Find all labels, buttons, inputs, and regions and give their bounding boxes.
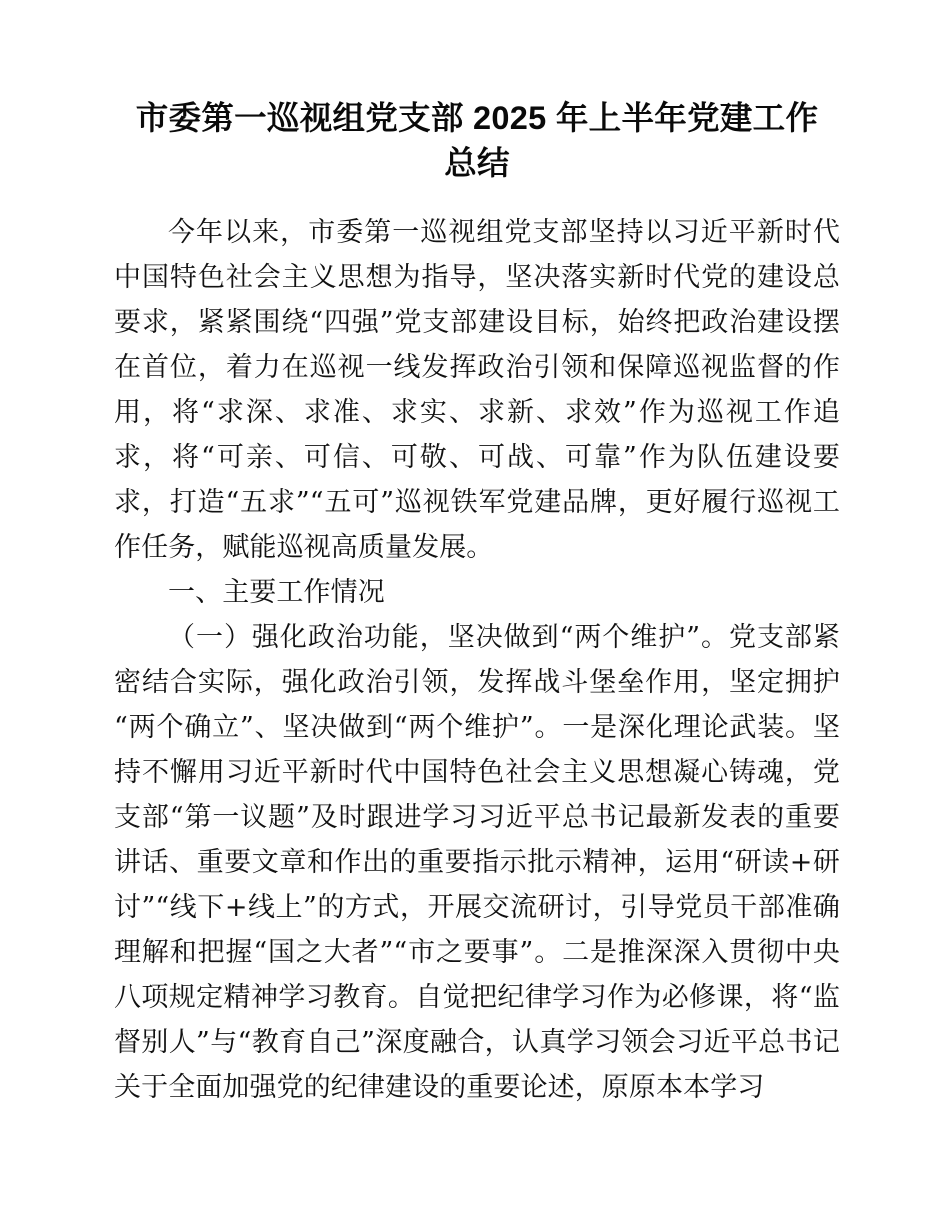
page-content-area xyxy=(114,96,840,1110)
paragraph-intro: 今年以来，市委第一巡视组党支部坚持以习近平新时代中国特色社会主义思想为指导，坚决落实新时代党的建设总要求，紧紧围绕“四强”党支部建设目标，始终把政治建设摆在首位，着力在巡视一线发挥政治引领和保障巡视监督的作用，将“求深、求准、求实、求新、求效”作为巡视工作追求，将“可亲、可信、可敬、可战、可靠”作为队伍建设要求，打造“五求”“五可”巡视铁军党建品牌，更好履行巡视工作任务，赋能巡视高质量发展。 xyxy=(114,217,840,563)
document-title-line-1: 市委第一巡视组党支部 2025 年上半年党建工作 xyxy=(135,100,819,136)
document-title-line-2: 总结 xyxy=(444,145,510,181)
section-heading-main-work: 一、主要工作情况 xyxy=(168,577,385,608)
paragraph-section-1-item-1: （一）强化政治功能，坚决做到“两个维护”。党支部紧密结合实际，强化政治引领，发挥战斗堡垒作用，坚定拥护“两个确立”、坚决做到“两个维护”。一是深化理论武装。坚持不懈用习近平新时代中国特色社会主义思想凝心铸魂，党支部“第一议题”及时跟进学习习近平总书记最新发表的重要讲话、重要文章和作出的重要指示批示精神，运用“研读+研讨”“线下+线上”的方式，开展交流研讨，引导党员干部准确理解和把握“国之大者”“市之要事”。二是推深深入贯彻中央八项规定精神学习教育。自觉把纪律学习作为必修课，将“监督别人”与“教育自己”深度融合，认真学习领会习近平总书记关于全面加强党的纪律建设的重要论述，原原本本学习 xyxy=(114,622,840,1103)
document-title xyxy=(114,96,840,188)
